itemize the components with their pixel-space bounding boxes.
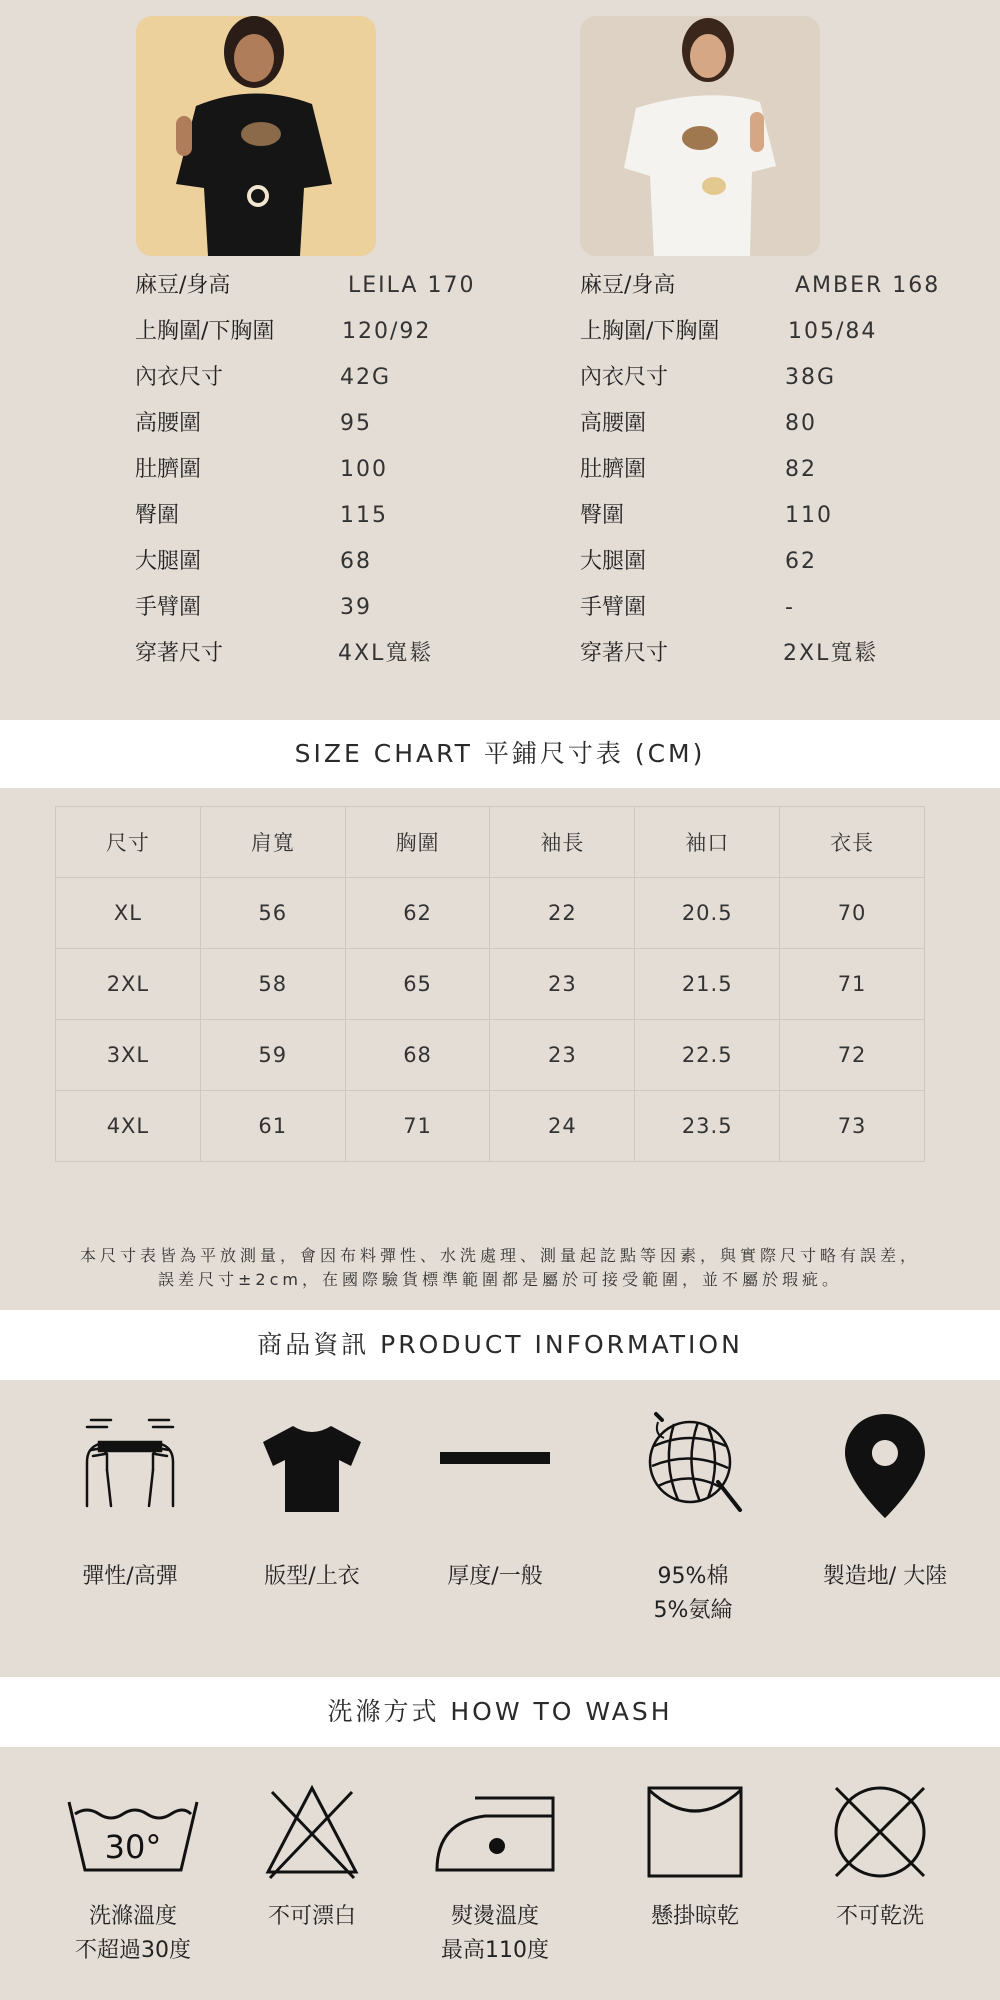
spec-label: 肚臍圍 bbox=[580, 457, 647, 482]
table-cell: 56 bbox=[200, 878, 345, 949]
spec-row bbox=[580, 401, 960, 447]
spec-row bbox=[135, 355, 515, 401]
model-specs-left bbox=[135, 263, 515, 677]
spec-row bbox=[135, 263, 515, 309]
info-item-material bbox=[603, 1400, 783, 1660]
spec-value: 110 bbox=[785, 503, 833, 528]
spec-label: 內衣尺寸 bbox=[135, 365, 224, 390]
table-cell: 73 bbox=[780, 1091, 925, 1162]
spec-label: 手臂圍 bbox=[135, 595, 202, 620]
table-cell: 70 bbox=[780, 878, 925, 949]
wash-label-line: 懸掛晾乾 bbox=[650, 1904, 739, 1929]
size-note bbox=[0, 1244, 1000, 1292]
table-cell: 65 bbox=[345, 949, 490, 1020]
spec-value: 100 bbox=[340, 457, 388, 482]
spec-label: 穿著尺寸 bbox=[135, 641, 224, 666]
wash-item-dry-clean bbox=[790, 1772, 970, 2000]
spec-label: 麻豆/身高 bbox=[135, 273, 231, 298]
spec-row bbox=[580, 539, 960, 585]
table-cell: 58 bbox=[200, 949, 345, 1020]
info-label bbox=[222, 1560, 402, 1594]
spec-label: 上胸圍/下胸圍 bbox=[135, 319, 275, 344]
table-cell: 71 bbox=[780, 949, 925, 1020]
table-cell: 3XL bbox=[56, 1020, 201, 1091]
spec-label: 大腿圍 bbox=[580, 549, 647, 574]
spec-row bbox=[135, 493, 515, 539]
info-label bbox=[603, 1560, 783, 1628]
table-cell: 2XL bbox=[56, 949, 201, 1020]
product-info-title-bar bbox=[0, 1310, 1000, 1380]
table-cell: 62 bbox=[345, 878, 490, 949]
table-cell: 68 bbox=[345, 1020, 490, 1091]
table-cell: 23 bbox=[490, 949, 635, 1020]
spec-row bbox=[580, 493, 960, 539]
spec-label: 手臂圍 bbox=[580, 595, 647, 620]
wash-label-line: 不可漂白 bbox=[267, 1904, 356, 1929]
size-chart-title: SIZE CHART 平鋪尺寸表 (CM) bbox=[294, 739, 706, 768]
spec-label: 臀圍 bbox=[135, 503, 180, 528]
wash-label bbox=[790, 1900, 970, 1934]
model-photo-amber bbox=[580, 16, 820, 256]
wash-item-bleach bbox=[222, 1772, 402, 2000]
yarn-ball-icon bbox=[638, 1410, 748, 1520]
size-chart-title-bar bbox=[0, 720, 1000, 788]
spec-label: 大腿圍 bbox=[135, 549, 202, 574]
info-label-line: 5%氨綸 bbox=[653, 1598, 733, 1623]
iron-icon bbox=[445, 1782, 545, 1882]
spec-row bbox=[135, 585, 515, 631]
wash-label-line: 最高110度 bbox=[441, 1938, 549, 1963]
table-row bbox=[56, 878, 925, 949]
wash-30-icon bbox=[83, 1782, 183, 1882]
info-item-thickness bbox=[405, 1400, 585, 1660]
spec-row bbox=[135, 447, 515, 493]
spec-value: AMBER 168 bbox=[795, 273, 941, 298]
spec-value: 115 bbox=[340, 503, 388, 528]
wash-title: 洗滌方式 HOW TO WASH bbox=[327, 1697, 673, 1726]
wash-label bbox=[405, 1900, 585, 1968]
info-label-line: 版型/上衣 bbox=[264, 1564, 360, 1589]
table-cell: 71 bbox=[345, 1091, 490, 1162]
table-cell: 23.5 bbox=[635, 1091, 780, 1162]
table-header-cell: 胸圍 bbox=[345, 807, 490, 878]
info-label bbox=[795, 1560, 975, 1594]
info-item-origin bbox=[795, 1400, 975, 1660]
spec-row bbox=[580, 355, 960, 401]
spec-value: 120/92 bbox=[342, 319, 432, 344]
no-bleach-icon bbox=[262, 1782, 362, 1882]
wash-label bbox=[43, 1900, 223, 1968]
info-item-elasticity bbox=[40, 1400, 220, 1660]
table-header-cell: 肩寬 bbox=[200, 807, 345, 878]
wash-title-bar bbox=[0, 1677, 1000, 1747]
wash-label bbox=[605, 1900, 785, 1934]
wash-label-line: 不超過30度 bbox=[75, 1938, 191, 1963]
table-cell: 23 bbox=[490, 1020, 635, 1091]
spec-label: 穿著尺寸 bbox=[580, 641, 669, 666]
spec-value: 39 bbox=[340, 595, 372, 620]
wash-label bbox=[222, 1900, 402, 1934]
info-label-line: 彈性/高彈 bbox=[82, 1564, 178, 1589]
wash-label-line: 不可乾洗 bbox=[835, 1904, 924, 1929]
info-label bbox=[40, 1560, 220, 1594]
no-dry-clean-icon bbox=[830, 1782, 930, 1882]
table-cell: 24 bbox=[490, 1091, 635, 1162]
spec-value: 95 bbox=[340, 411, 372, 436]
spec-value: 105/84 bbox=[788, 319, 878, 344]
spec-value: 4XL寬鬆 bbox=[338, 641, 434, 666]
spec-row bbox=[135, 539, 515, 585]
table-cell: 21.5 bbox=[635, 949, 780, 1020]
spec-value: 42G bbox=[340, 365, 392, 390]
product-info-title: 商品資訊 PRODUCT INFORMATION bbox=[257, 1330, 743, 1359]
size-chart-table bbox=[55, 806, 925, 1162]
wash-label-line: 洗滌溫度 bbox=[88, 1904, 177, 1929]
table-row bbox=[56, 949, 925, 1020]
thickness-line-icon bbox=[440, 1410, 550, 1520]
spec-row bbox=[135, 309, 515, 355]
wash-temperature-value: 30° bbox=[104, 1828, 162, 1866]
spec-value: - bbox=[785, 595, 795, 620]
spec-row bbox=[580, 447, 960, 493]
hang-dry-icon bbox=[645, 1782, 745, 1882]
location-pin-icon bbox=[830, 1410, 940, 1520]
spec-value: 62 bbox=[785, 549, 817, 574]
table-cell: 59 bbox=[200, 1020, 345, 1091]
spec-value: 80 bbox=[785, 411, 817, 436]
model-photo-leila bbox=[136, 16, 376, 256]
spec-value: 82 bbox=[785, 457, 817, 482]
info-label-line: 製造地/ 大陸 bbox=[822, 1564, 948, 1589]
info-item-fit bbox=[222, 1400, 402, 1660]
spec-label: 高腰圍 bbox=[580, 411, 647, 436]
wash-item-hang-dry bbox=[605, 1772, 785, 2000]
table-header-cell: 袖口 bbox=[635, 807, 780, 878]
table-header-cell: 衣長 bbox=[780, 807, 925, 878]
spec-label: 高腰圍 bbox=[135, 411, 202, 436]
tshirt-icon bbox=[257, 1410, 367, 1520]
size-note-line: 本尺寸表皆為平放測量，會因布料彈性、水洗處理、測量起訖點等因素，與實際尺寸略有誤差， bbox=[79, 1246, 920, 1265]
info-label-line: 95%棉 bbox=[657, 1564, 729, 1589]
wash-label-line: 熨燙溫度 bbox=[450, 1904, 539, 1929]
spec-value: 2XL寬鬆 bbox=[783, 641, 879, 666]
table-header-cell: 袖長 bbox=[490, 807, 635, 878]
table-cell: 4XL bbox=[56, 1091, 201, 1162]
table-row bbox=[56, 1091, 925, 1162]
table-row bbox=[56, 1020, 925, 1091]
spec-label: 麻豆/身高 bbox=[580, 273, 676, 298]
spec-label: 肚臍圍 bbox=[135, 457, 202, 482]
spec-label: 上胸圍/下胸圍 bbox=[580, 319, 720, 344]
spec-value: 68 bbox=[340, 549, 372, 574]
table-cell: XL bbox=[56, 878, 201, 949]
table-header-cell: 尺寸 bbox=[56, 807, 201, 878]
wash-item-temperature bbox=[43, 1772, 223, 2000]
stretch-icon bbox=[75, 1410, 185, 1520]
table-cell: 22 bbox=[490, 878, 635, 949]
spec-row bbox=[135, 631, 515, 677]
table-header-row bbox=[56, 807, 925, 878]
spec-row bbox=[580, 263, 960, 309]
table-cell: 61 bbox=[200, 1091, 345, 1162]
info-label bbox=[405, 1560, 585, 1594]
spec-row bbox=[580, 309, 960, 355]
size-note-line: 誤差尺寸±2cm，在國際驗貨標準範圍都是屬於可接受範圍，並不屬於瑕疵。 bbox=[158, 1270, 842, 1289]
spec-label: 內衣尺寸 bbox=[580, 365, 669, 390]
table-cell: 72 bbox=[780, 1020, 925, 1091]
spec-label: 臀圍 bbox=[580, 503, 625, 528]
spec-row bbox=[580, 585, 960, 631]
table-cell: 22.5 bbox=[635, 1020, 780, 1091]
model-specs-right bbox=[580, 263, 960, 677]
table-cell: 20.5 bbox=[635, 878, 780, 949]
spec-row bbox=[135, 401, 515, 447]
wash-item-iron bbox=[405, 1772, 585, 2000]
spec-value: 38G bbox=[785, 365, 837, 390]
info-label-line: 厚度/一般 bbox=[447, 1564, 543, 1589]
spec-row bbox=[580, 631, 960, 677]
spec-value: LEILA 170 bbox=[348, 273, 476, 298]
